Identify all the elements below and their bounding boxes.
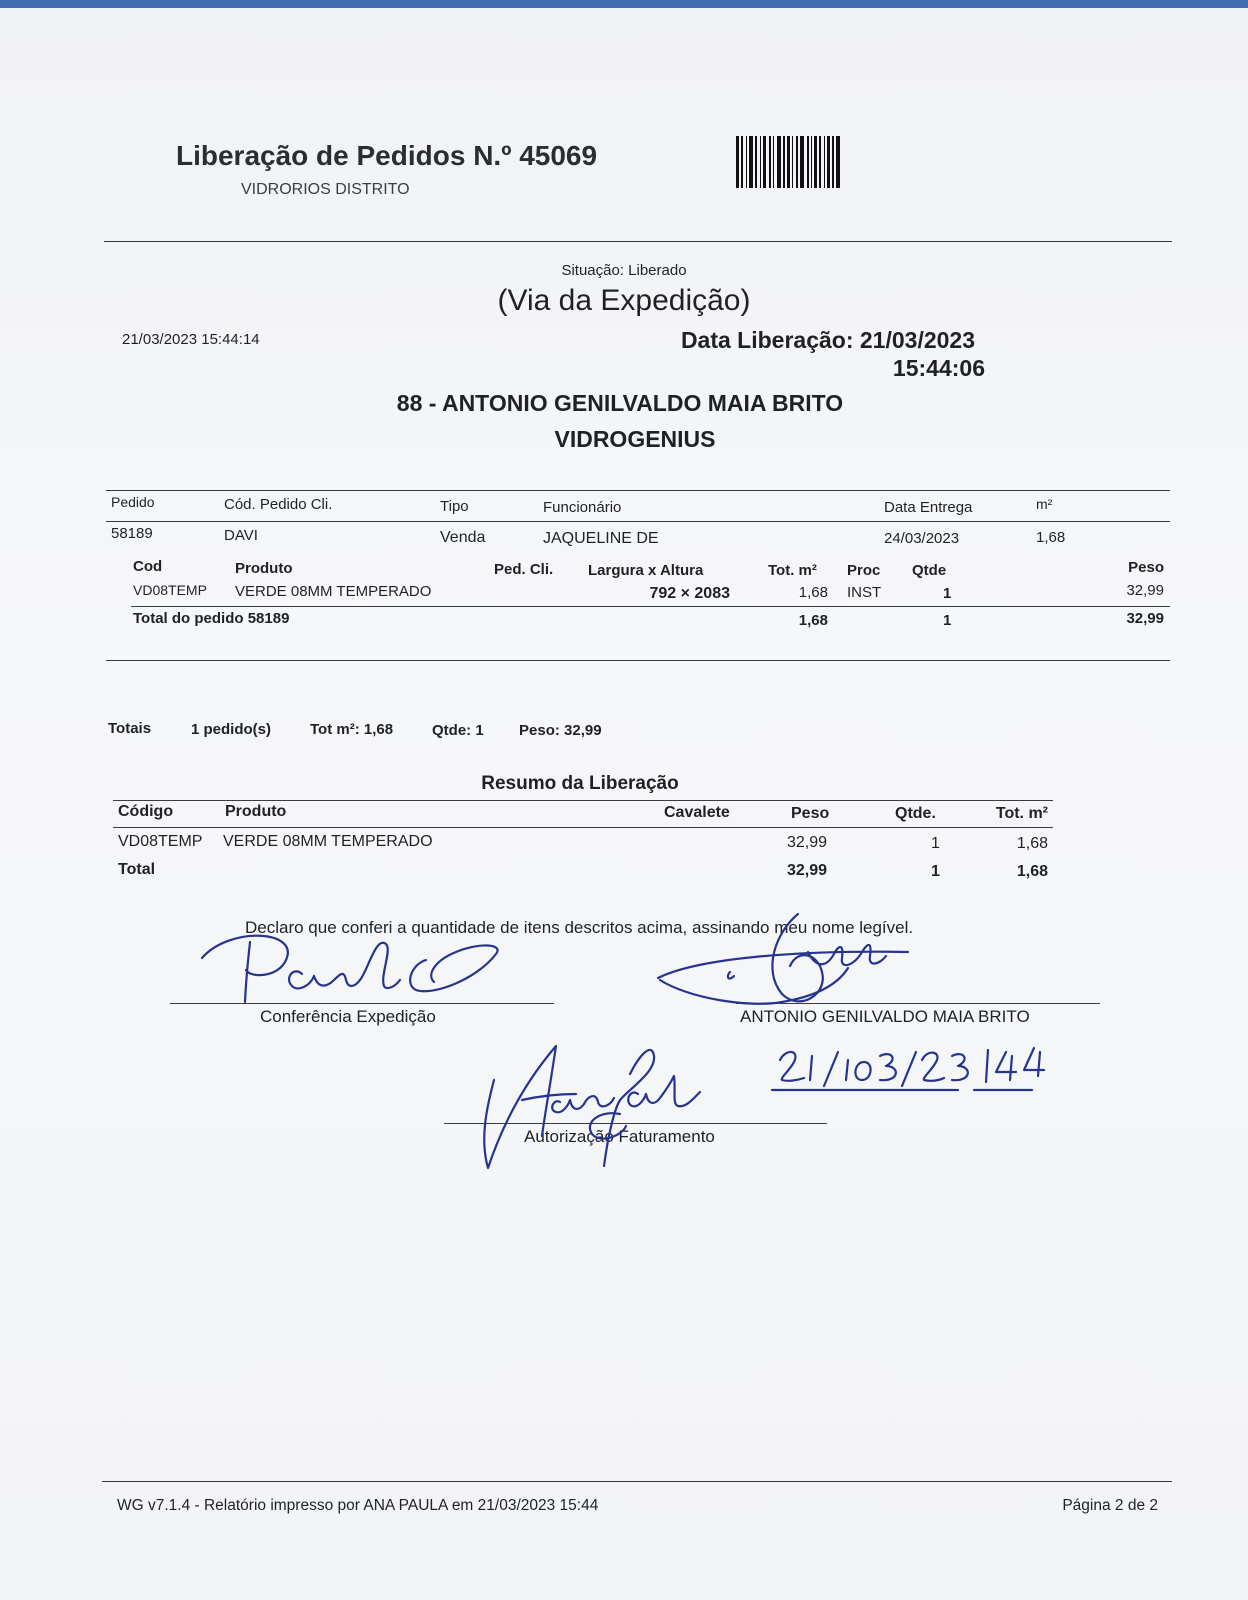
order-funcionario: JAQUELINE DE <box>543 530 659 547</box>
totals-label: Totais <box>108 720 152 737</box>
order-total-peso: 32,99 <box>1126 610 1164 627</box>
copy-label: (Via da Expedição) <box>497 284 751 317</box>
summary-peso: 32,99 <box>787 834 828 851</box>
summary-qtde: 1 <box>931 835 940 852</box>
client-signature-label: ANTONIO GENILVALDO MAIA BRITO <box>740 1007 1030 1026</box>
expedicao-label: Conferência Expedição <box>260 1007 436 1026</box>
order-m2: 1,68 <box>1036 529 1066 546</box>
col-m2: m² <box>1036 496 1053 512</box>
summary-col-qtde: Qtde. <box>895 805 936 822</box>
col-data-entrega: Data Entrega <box>884 499 973 516</box>
item-col-tot-m2: Tot. m² <box>768 562 817 579</box>
totals-peso: Peso: 32,99 <box>519 722 602 739</box>
printed-at: 21/03/2023 15:44:14 <box>122 331 260 348</box>
totals-pedidos: 1 pedido(s) <box>191 721 272 738</box>
summary-total-qtde: 1 <box>931 863 940 880</box>
totals-qtde: Qtde: 1 <box>432 722 484 739</box>
item-col-peso: Peso <box>1128 559 1164 576</box>
order-header-divider <box>106 521 1170 522</box>
summary-total-tot-m2: 1,68 <box>1016 863 1048 880</box>
declaration-text: Declaro que conferi a quantidade de itens descritos acima, assinando meu nome legível. <box>245 918 914 937</box>
scan-edge <box>0 0 1248 8</box>
item-col-produto: Produto <box>235 560 293 577</box>
faturamento-label: Autorização Faturamento <box>524 1127 715 1146</box>
company-name: VIDRORIOS DISTRITO <box>241 181 410 198</box>
footer-page-number: Página 2 de 2 <box>1062 1497 1158 1514</box>
summary-col-codigo: Código <box>118 803 174 820</box>
item-peso: 32,99 <box>1126 582 1164 599</box>
summary-tot-m2: 1,68 <box>1016 835 1048 852</box>
summary-total-label: Total <box>118 861 156 878</box>
header-divider <box>104 241 1172 242</box>
summary-col-cavalete: Cavalete <box>664 804 730 821</box>
order-data-entrega: 24/03/2023 <box>884 530 960 547</box>
summary-top <box>113 800 1053 801</box>
summary-total-peso: 32,99 <box>787 862 828 879</box>
item-col-cod: Cod <box>133 558 163 575</box>
client-signature <box>658 912 938 1022</box>
summary-col-produto: Produto <box>225 803 287 820</box>
release-time: 15:44:06 <box>892 355 985 381</box>
order-total-m2: 1,68 <box>798 612 828 629</box>
barcode <box>736 136 926 188</box>
order-table-bottom <box>106 660 1170 661</box>
order-pedido: 58189 <box>111 525 153 542</box>
summary-col-tot-m2: Tot. m² <box>995 805 1048 822</box>
item-proc: INST <box>847 584 882 601</box>
summary-codigo: VD08TEMP <box>118 833 203 850</box>
order-cod-pedido-cli: DAVI <box>224 527 258 544</box>
order-table-top <box>106 490 1170 491</box>
footer-divider <box>102 1481 1172 1482</box>
document-title: Liberação de Pedidos N.º 45069 <box>176 140 598 171</box>
status-label: Situação: Liberado <box>561 262 687 279</box>
item-produto: VERDE 08MM TEMPERADO <box>235 583 432 600</box>
col-cod-pedido-cli: Cód. Pedido Cli. <box>224 496 333 513</box>
footer-printed-by: WG v7.1.4 - Relatório impresso por ANA PAULA em 21/03/2023 15:44 <box>117 1497 599 1514</box>
item-col-proc: Proc <box>847 562 881 579</box>
expedicao-signature <box>190 930 520 1010</box>
order-total-divider <box>131 606 1170 607</box>
item-dims: 792 × 2083 <box>649 585 730 602</box>
order-total-qtde: 1 <box>943 612 952 629</box>
client-name: 88 - ANTONIO GENILVALDO MAIA BRITO <box>396 390 844 416</box>
item-col-qtde: Qtde <box>912 562 947 579</box>
order-total-label: Total do pedido 58189 <box>133 610 290 627</box>
summary-produto: VERDE 08MM TEMPERADO <box>223 833 433 850</box>
item-cod: VD08TEMP <box>133 582 207 598</box>
summary-col-peso: Peso <box>791 805 830 822</box>
totals-m2: Tot m²: 1,68 <box>310 721 394 738</box>
col-funcionario: Funcionário <box>543 499 622 516</box>
col-pedido: Pedido <box>111 494 155 510</box>
order-tipo: Venda <box>440 529 486 546</box>
faturamento-signature <box>480 1040 740 1170</box>
handwritten-date-time <box>776 1046 1096 1096</box>
summary-title: Resumo da Liberação <box>481 773 679 794</box>
client-company: VIDROGENIUS <box>554 426 716 452</box>
item-col-ped-cli: Ped. Cli. <box>494 561 554 578</box>
item-qtde: 1 <box>943 585 952 602</box>
summary-header-divider <box>113 827 1053 828</box>
item-col-dims: Largura x Altura <box>588 562 704 579</box>
item-tot-m2: 1,68 <box>798 584 828 601</box>
release-date: Data Liberação: 21/03/2023 <box>680 327 975 353</box>
col-tipo: Tipo <box>440 498 469 515</box>
